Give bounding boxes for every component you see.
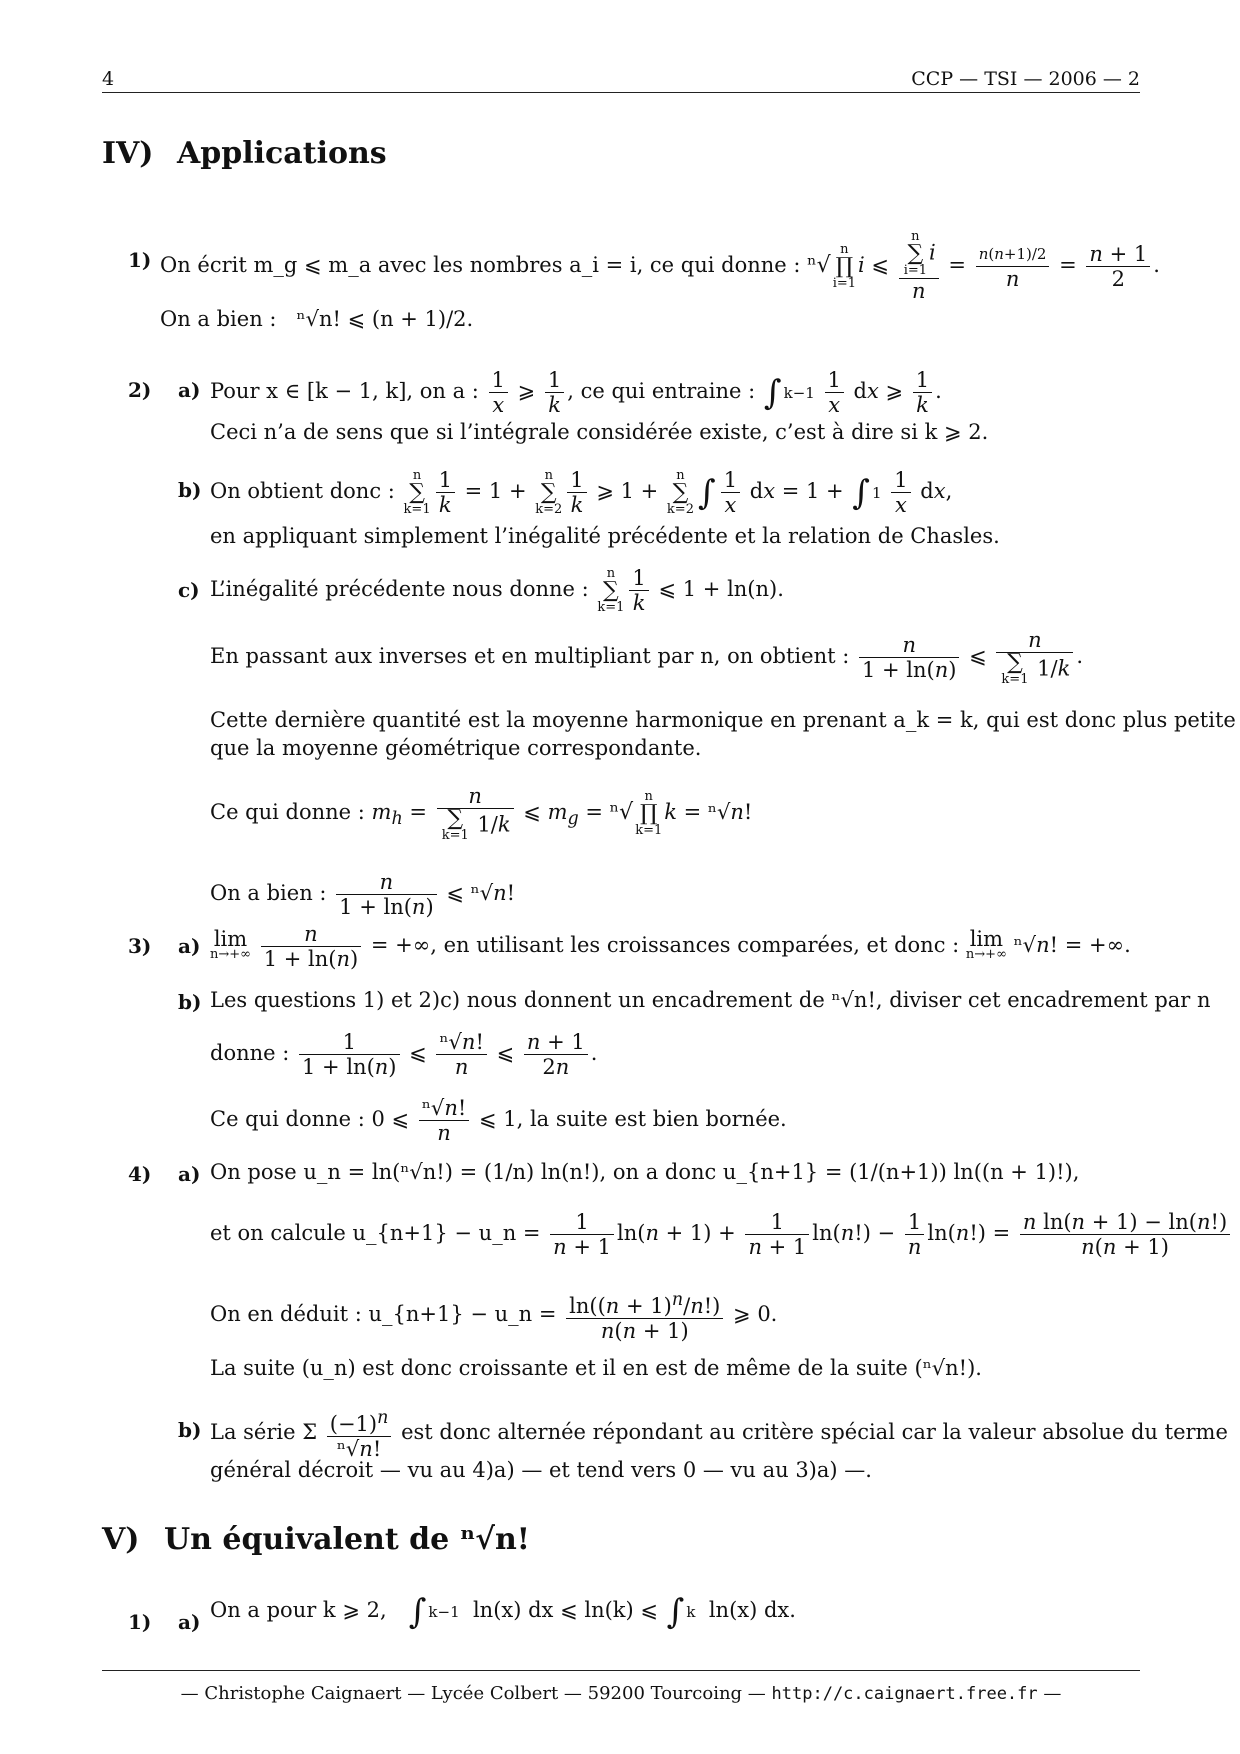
q1-line-2 bbox=[160, 305, 473, 333]
section-v-heading bbox=[102, 1522, 530, 1557]
q4b-text-1: La série Σ bbox=[210, 1420, 318, 1444]
q4a-line-2: et on calcule u_{n+1} − u_n = $\frac{1}{n + 1}$ ln(n + 1) + $\frac{1}{n + 1}$ ln(n!) − $\frac{1}{n}$ ln(n!) = $\frac{\text{n ln(n + 1) − ln(n!)}}{n(n + 1)}$ bbox=[210, 1210, 1233, 1259]
q3b-line-2: donne : $\frac{1}{1 + \ln(n)}$ ⩽ $\frac{\text{ⁿ√n!}}{n}$ ⩽ $\frac{n + 1}{2n}$ . bbox=[210, 1030, 598, 1079]
q4a-text-3-end: ⩾ 0. bbox=[733, 1302, 778, 1326]
q2c-text-2: En passant aux inverses et en multipliant par n, on obtient : bbox=[210, 644, 850, 668]
q2b-line-2: en appliquant simplement l’inégalité précédente et la relation de Chasles. bbox=[210, 524, 1000, 548]
q2c-text-1-end: ⩽ 1 + ln(n). bbox=[658, 577, 784, 601]
section-number: V) bbox=[102, 1522, 140, 1557]
q2c-line-2: En passant aux inverses et en multipliant par n, on obtient : $\frac{n}{1 + \ln(n)}$ ⩽ n ∑ k=1 1/k . bbox=[210, 628, 1084, 687]
q2a-label: a) bbox=[178, 378, 201, 402]
q4a-line-3: On en déduit : u_{n+1} − u_n = $\frac{\ln((n + 1)^n/n!)}{n(n + 1)}$ ⩾ 0. bbox=[210, 1290, 778, 1343]
q3b-text-3-end: ⩽ 1, la suite est bien bornée. bbox=[478, 1107, 787, 1131]
v1a-text-end: ln(x) dx. bbox=[708, 1598, 796, 1622]
v1a-label: a) bbox=[178, 1610, 201, 1634]
footer-url[interactable]: http://c.caignaert.free.fr bbox=[771, 1684, 1038, 1704]
q2c-line-5: Ce qui donne : $m_h$ = n ∑ k=1 1/k ⩽ $m_g = ^n√$ n ∏ k=1 k = ⁿ√n! bbox=[210, 784, 753, 843]
q1-line-1 bbox=[160, 230, 1160, 303]
q2c-line-6: On a bien : $\frac{n}{1 + \ln(n)}$ ⩽ ⁿ√n! bbox=[210, 870, 516, 919]
question-1-label: 1) bbox=[128, 248, 152, 272]
q3a-text-1-end: = +∞. bbox=[1064, 933, 1131, 957]
page-number: 4 bbox=[102, 68, 115, 90]
q3b-text-3: Ce qui donne : 0 ⩽ bbox=[210, 1107, 410, 1131]
question-4-label: 4) bbox=[128, 1162, 152, 1186]
q2a-text-2: , ce qui entraine : bbox=[567, 379, 756, 403]
question-2-label: 2) bbox=[128, 378, 152, 402]
q2c-text-1: L’inégalité précédente nous donne : bbox=[210, 577, 589, 601]
q2b-label: b) bbox=[178, 478, 202, 502]
q4a-text-2: et on calcule u_{n+1} − u_n = bbox=[210, 1221, 541, 1245]
q4a-text-3: On en déduit : u_{n+1} − u_n = bbox=[210, 1302, 557, 1326]
q2a-line-2: Ceci n’a de sens que si l’intégrale considérée existe, c’est à dire si k ⩾ 2. bbox=[210, 420, 989, 444]
q1-result: ⁿ√n! ⩽ (n + 1)/2. bbox=[296, 307, 474, 331]
q2b-text-1: On obtient donc : bbox=[210, 479, 395, 503]
footer-text: — Christophe Caignaert — Lycée Colbert — 59200 Tourcoing — bbox=[180, 1683, 766, 1704]
v1a-line-1: On a pour k ⩾ 2, ∫ k−1 ln(x) dx ⩽ ln(k) ⩽ ∫ k ln(x) dx. bbox=[210, 1591, 796, 1632]
q2a-text-1: Pour x ∈ [k − 1, k], on a : bbox=[210, 379, 479, 403]
q2c-text-6: On a bien : bbox=[210, 881, 327, 905]
q4b-label: b) bbox=[178, 1418, 202, 1442]
q2c-text-5: Ce qui donne : bbox=[210, 800, 365, 824]
document-source: CCP — TSI — 2006 — 2 bbox=[911, 68, 1140, 90]
q2c-line-1: L’inégalité précédente nous donne : n ∑ k=1 $\frac{1}{k}$ ⩽ 1 + ln(n). bbox=[210, 565, 784, 615]
q4b-line-2: général décroit — vu au 4)a) — et tend vers 0 — vu au 3)a) —. bbox=[210, 1458, 872, 1482]
v1a-text-1: On a pour k ⩾ 2, bbox=[210, 1598, 387, 1622]
q2a-line-1: Pour x ∈ [k − 1, k], on a : $\frac{1}{x}$ ⩾ $\frac{1}{k}$ , ce qui entraine : ∫ k−1 $\frac{1}{x}$ dx ⩾ $\frac{1}{k}$ . bbox=[210, 368, 942, 417]
section-title: Un équivalent de bbox=[164, 1522, 450, 1557]
page-footer bbox=[102, 1670, 1140, 1704]
section-iv-heading bbox=[102, 136, 387, 171]
q3a-label: a) bbox=[178, 934, 201, 958]
q4b-line-1: La série Σ $\frac{(-1)^n}{\text{ⁿ√n!}}$ est donc alternée répondant au critère spécial car la valeur absolue du terme bbox=[210, 1408, 1228, 1461]
page-header bbox=[102, 60, 1140, 93]
q3b-line-3: Ce qui donne : 0 ⩽ $\frac{\text{ⁿ√n!}}{n}$ ⩽ 1, la suite est bien bornée. bbox=[210, 1096, 787, 1145]
q1-formula: ⁿ√ n ∏ i=1 i ⩽ n ∑ i=1 i n = $\frac{n(n+1)/2}{n}$ = $\frac{n + 1}{2}$ . bbox=[807, 229, 1160, 303]
q4a-line-4: La suite (u_n) est donc croissante et il en est de même de la suite (ⁿ√n!). bbox=[210, 1356, 982, 1380]
q2c-label: c) bbox=[178, 578, 200, 602]
q2b-line-1: On obtient donc : n ∑ k=1 $\frac{1}{k}$ = 1 + n ∑ k=2 $\frac{1}{k}$ ⩾ 1 + n ∑ k=2 ∫ $\frac{1}{x}$ dx = 1 + ∫ 1 $\frac{1}{x}$ dx, bbox=[210, 467, 953, 517]
v-question-1-label: 1) bbox=[128, 1610, 152, 1634]
q2c-line-3: Cette dernière quantité est la moyenne harmonique en prenant a_k = k, qui est donc plus petite bbox=[210, 708, 1236, 732]
v1a-text-mid: ln(x) dx ⩽ ln(k) ⩽ bbox=[472, 1598, 658, 1622]
q3a-line-1: lim n→+∞ $\frac{n}{1 + \ln(n)}$ = +∞, en utilisant les croissances comparées, et donc : lim n→+∞ ⁿ√n! = +∞. bbox=[210, 922, 1131, 971]
q3b-label: b) bbox=[178, 990, 202, 1014]
section-number: IV) bbox=[102, 136, 154, 171]
q3b-line-1: Les questions 1) et 2)c) nous donnent un encadrement de ⁿ√n!, diviser cet encadrement par n bbox=[210, 988, 1211, 1012]
q1-conclusion-label: On a bien : bbox=[160, 307, 277, 331]
q1-text: On écrit m_g ⩽ m_a avec les nombres a_i = i, ce qui donne : bbox=[160, 253, 801, 277]
q4a-label: a) bbox=[178, 1162, 201, 1186]
q4b-text-1-end: est donc alternée répondant au critère spécial car la valeur absolue du terme bbox=[401, 1420, 1228, 1444]
section-title-math: ⁿ√n! bbox=[459, 1522, 530, 1557]
question-3-label: 3) bbox=[128, 934, 152, 958]
q3b-text-2: donne : bbox=[210, 1041, 290, 1065]
q2c-line-4: que la moyenne géométrique correspondante. bbox=[210, 736, 702, 760]
section-title: Applications bbox=[177, 136, 387, 171]
q4a-line-1: On pose u_n = ln(ⁿ√n!) = (1/n) ln(n!), on a donc u_{n+1} = (1/(n+1)) ln((n + 1)!), bbox=[210, 1160, 1080, 1184]
q3a-text-1: = +∞, en utilisant les croissances comparées, et donc : bbox=[370, 933, 960, 957]
footer-end: — bbox=[1043, 1683, 1062, 1704]
